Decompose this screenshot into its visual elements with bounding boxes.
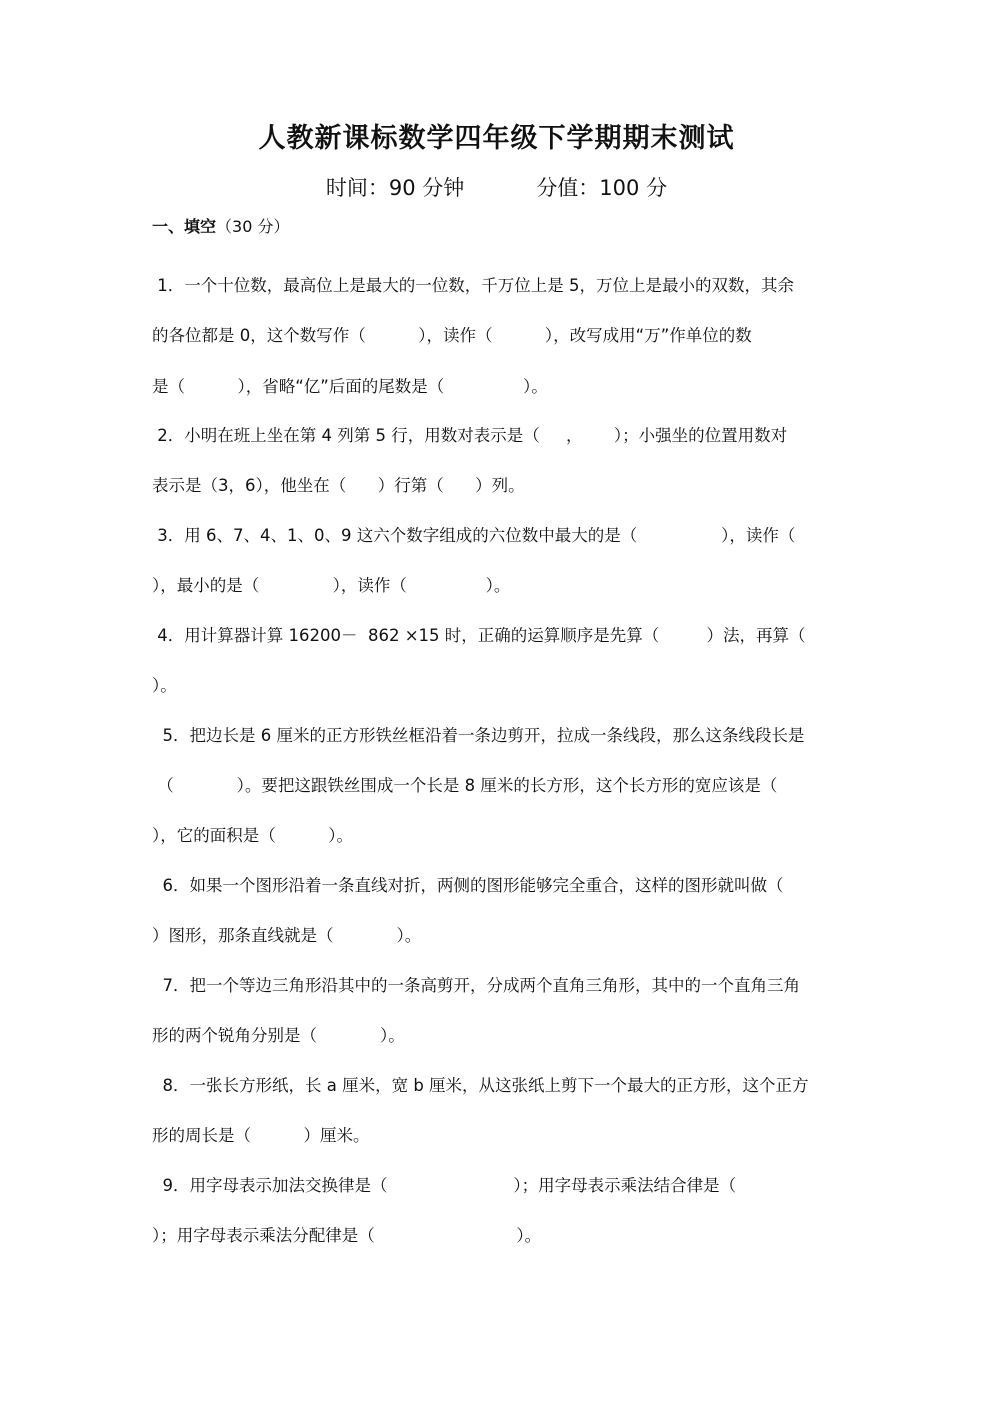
question-line: 形的周长是（ ）厘米。 (152, 1126, 370, 1145)
question-line: 5．把边长是 6 厘米的正方形铁丝框沿着一条边剪开，拉成一条线段，那么这条线段长是 (152, 726, 805, 745)
page-title: 人教新课标数学四年级下学期期末测试 (258, 123, 735, 154)
question-line: 6．如果一个图形沿着一条直线对折，两侧的图形能够完全重合，这样的图形就叫做（ (152, 876, 784, 895)
question-line: ）。 (152, 676, 177, 695)
question-line: 1．一个十位数，最高位上是最大的一位数，千万位上是 5，万位上是最小的双数，其余 (152, 276, 794, 295)
question-line: 的各位都是 0，这个数写作（ ），读作（ ），改写成用“万”作单位的数 (152, 326, 752, 345)
question-line: 2．小明在班上坐在第 4 列第 5 行，用数对表示是（ ， ）；小强坐的位置用数对 (152, 426, 788, 445)
question-line: 7．把一个等边三角形沿其中的一条高剪开，分成两个直角三角形，其中的一个直角三角 (152, 976, 800, 995)
question-line: 4．用计算器计算 16200－ 862 ×15 时，正确的运算顺序是先算（ ）法，再算（ (152, 626, 806, 645)
question-line: （ ）。要把这跟铁丝围成一个长是 8 厘米的长方形，这个长方形的宽应该是（ (152, 776, 778, 795)
question-line: ）；用字母表示乘法分配律是（ ）。 (152, 1226, 542, 1245)
question-line: 9．用字母表示加法交换律是（ ）；用字母表示乘法结合律是（ (152, 1176, 737, 1195)
question-line: 表示是（3，6），他坐在（ ）行第（ ）列。 (152, 476, 525, 495)
section-title: 一、填空 (152, 217, 217, 236)
question-line: ），它的面积是（ ）。 (152, 826, 353, 845)
question-line: ），最小的是（ ），读作（ ）。 (152, 576, 511, 595)
score-label: 分值：100 分 (536, 176, 668, 200)
question-line: ）图形，那条直线就是（ ）。 (152, 926, 422, 945)
section-points: （30 分） (216, 217, 290, 236)
question-line: 3．用 6、7、4、1、0、9 这六个数字组成的六位数中最大的是（ ），读作（ (152, 526, 796, 545)
question-line: 形的两个锐角分别是（ ）。 (152, 1026, 405, 1045)
exam-meta (0, 172, 993, 202)
time-label: 时间：90 分钟 (325, 176, 465, 200)
section-heading (152, 214, 289, 237)
question-line: 是（ ），省略“亿”后面的尾数是（ ）。 (152, 377, 548, 396)
question-line: 8．一张长方形纸，长 a 厘米，宽 b 厘米，从这张纸上剪下一个最大的正方形，这个正方 (152, 1076, 809, 1095)
